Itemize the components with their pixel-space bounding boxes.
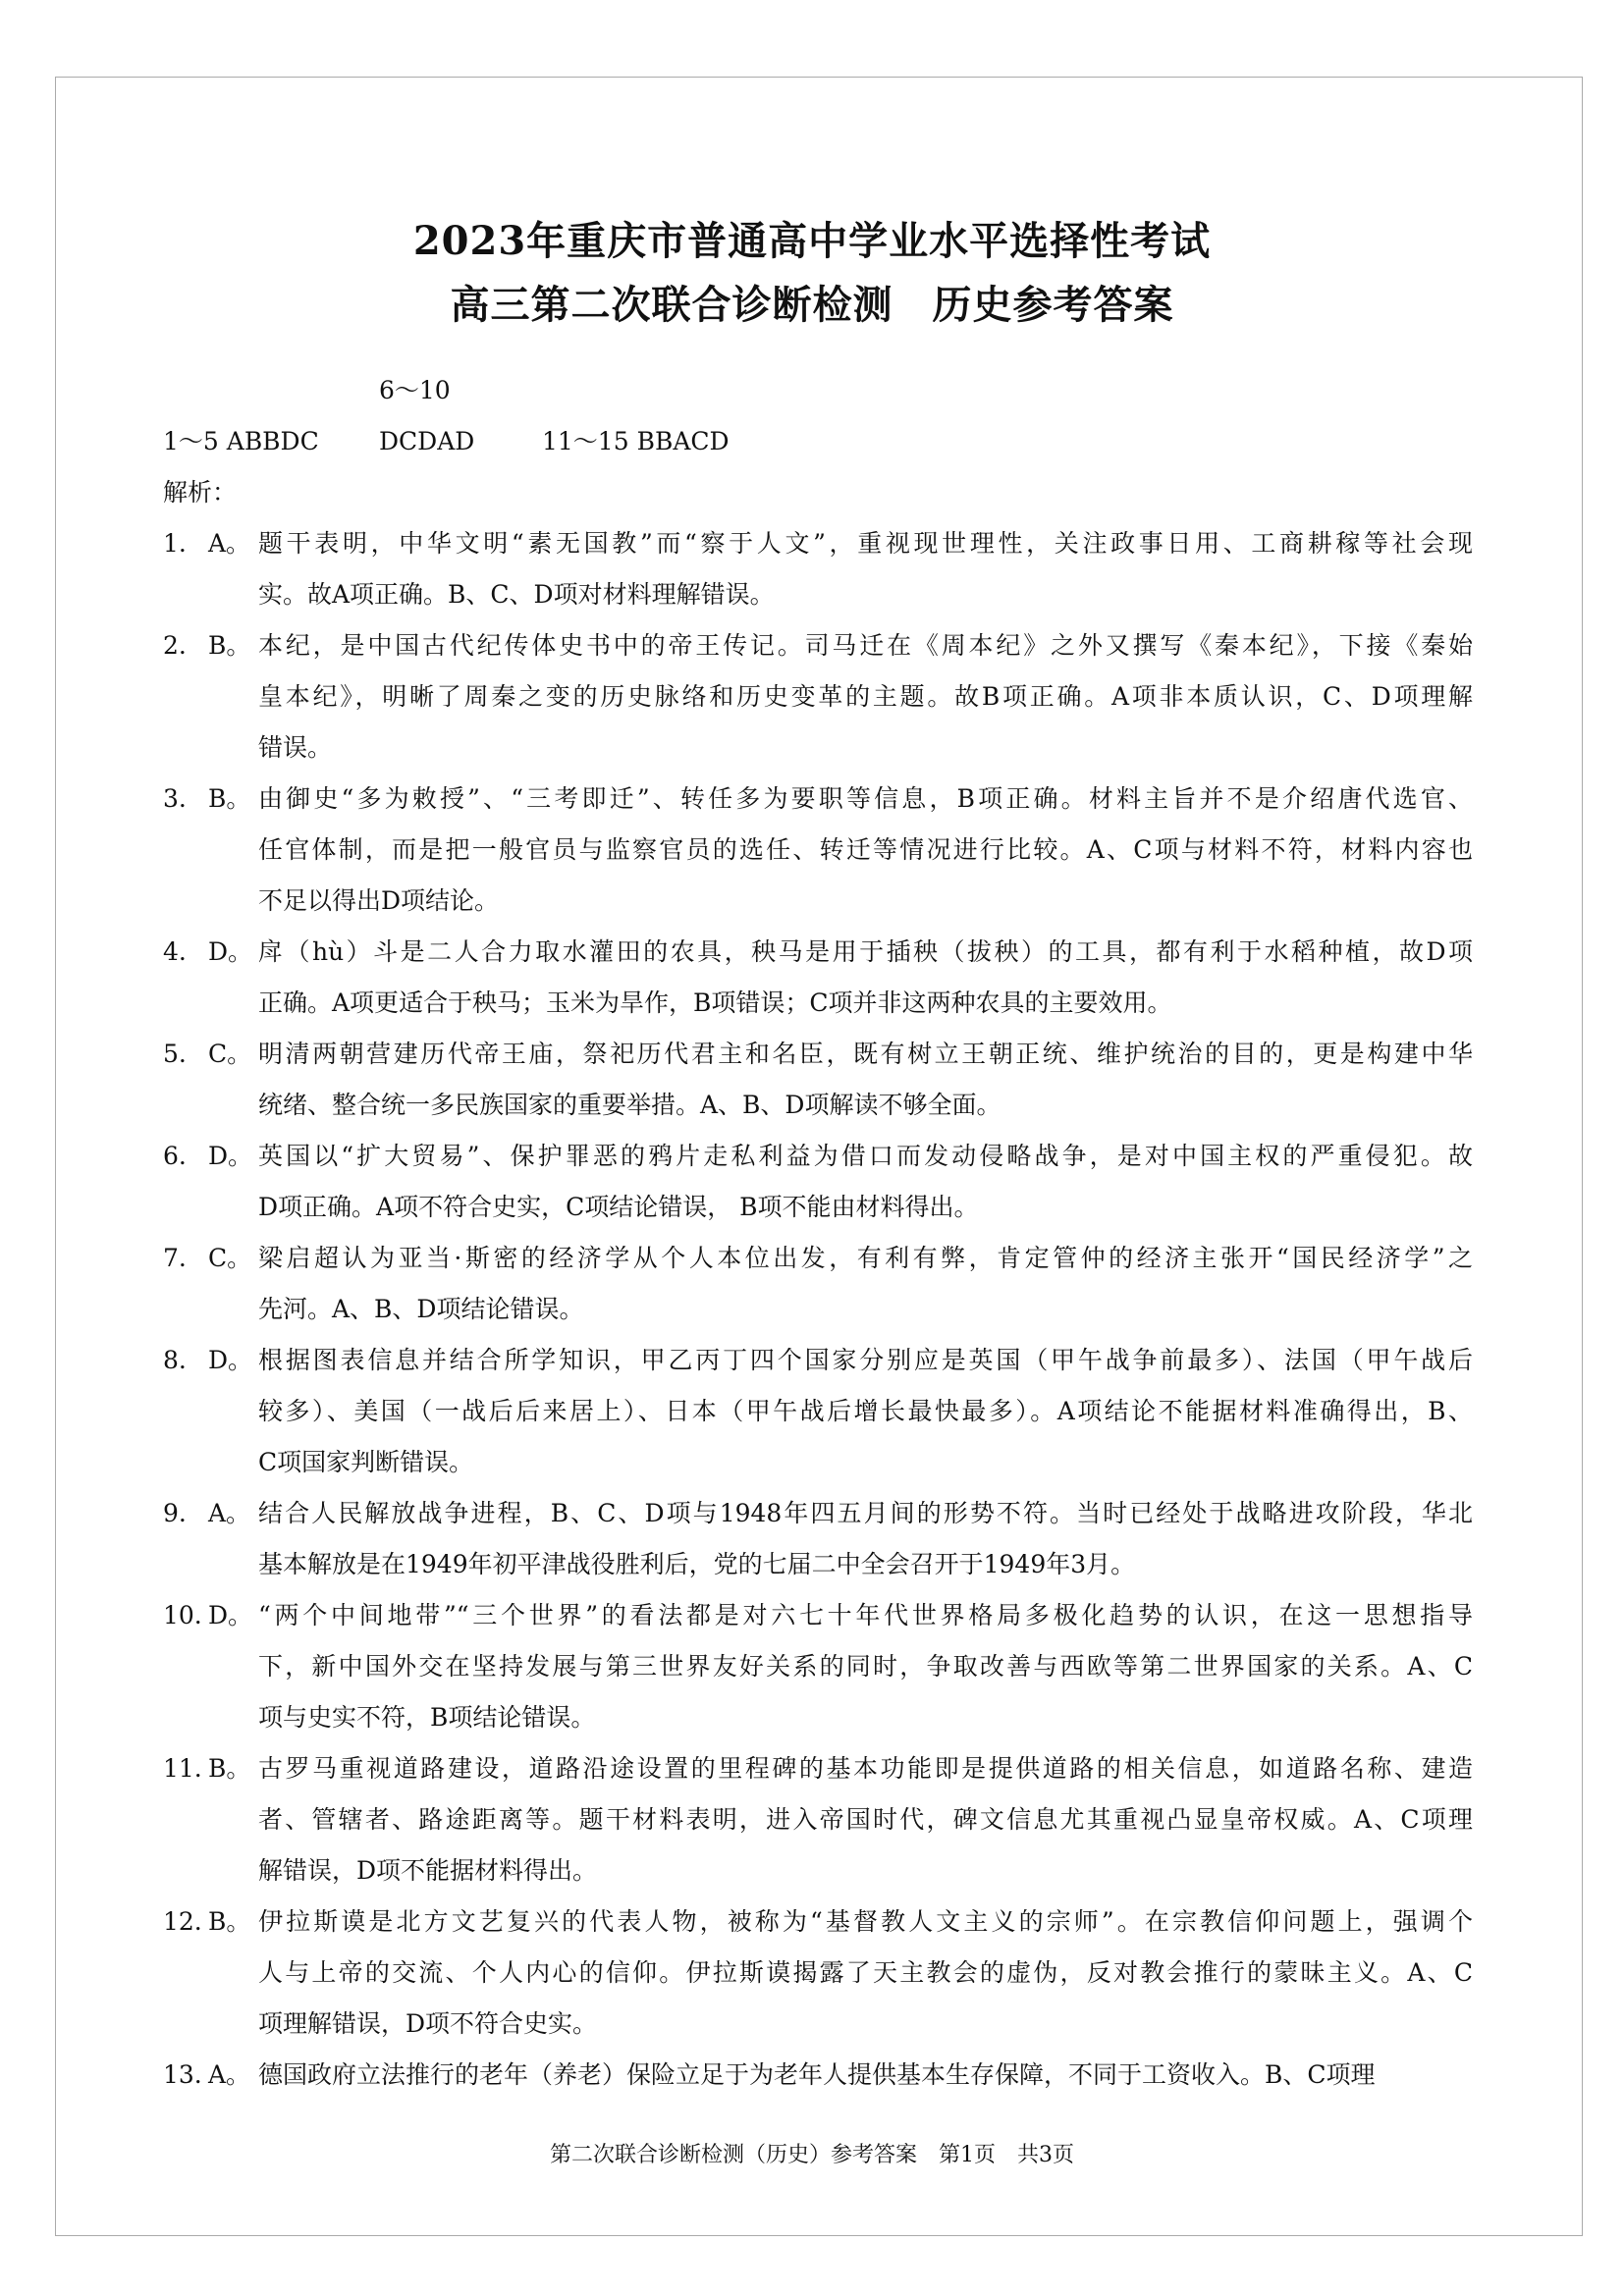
subject-answer-title: 历史参考答案 <box>932 282 1174 328</box>
analysis-item <box>163 620 1473 774</box>
item-number-answer <box>163 2050 258 2101</box>
item-number-answer <box>163 1335 258 1386</box>
analysis-item <box>163 1488 1473 1590</box>
item-number: 2. <box>163 631 187 660</box>
item-number-answer <box>163 1590 258 1641</box>
item-answer: C。 <box>208 1040 252 1068</box>
analysis-item <box>163 2050 1473 2101</box>
analysis-item <box>163 518 1473 620</box>
item-number-answer <box>163 1131 258 1182</box>
item-answer: C。 <box>208 1244 252 1272</box>
item-number: 4. <box>163 937 187 966</box>
item-number-answer <box>163 518 258 569</box>
item-text-line: 由御史“多为敕授”、“三考即迁”、转任多为要职等信息，B项正确。材料主旨并不是介绍唐代选官、 <box>258 784 1473 813</box>
item-text-line: 明清两朝营建历代帝王庙，祭祀历代君主和名臣，既有树立王朝正统、维护统治的目的，更是构建中华 <box>258 1040 1473 1068</box>
item-text-line: 人与上帝的交流、个人内心的信仰。伊拉斯谟揭露了天主教会的虚伪，反对教会推行的蒙昧主义。A、C <box>258 1958 1473 1987</box>
item-number: 9. <box>163 1499 187 1527</box>
item-text-line: 德国政府立法推行的老年（养老）保险立足于为老年人提供基本生存保障，不同于工资收入。B、C项理 <box>258 2060 1376 2089</box>
answer-body <box>163 365 1473 2101</box>
item-number: 1. <box>163 529 187 558</box>
item-number-answer <box>163 1029 258 1080</box>
exam-name: 高三第二次联合诊断检测 <box>450 282 893 328</box>
item-text-line: 项理解错误，D项不符合史实。 <box>258 2009 598 2038</box>
item-number-answer <box>163 774 258 825</box>
item-answer: B。 <box>208 1907 251 1936</box>
analysis-item <box>163 1029 1473 1131</box>
item-text-line: 先河。A、B、D项结论错误。 <box>258 1295 584 1323</box>
item-text-line: D项正确。A项不符合史实，C项结论错误， B项不能由材料得出。 <box>258 1193 979 1221</box>
item-answer: B。 <box>208 784 251 813</box>
item-text-line: 任官体制，而是把一般官员与监察官员的选任、转迁等情况进行比较。A、C项与材料不符，材料内容也 <box>258 835 1473 864</box>
item-text-line: 伊拉斯谟是北方文艺复兴的代表人物，被称为“基督教人文主义的宗师”。在宗教信仰问题上，强调个 <box>258 1907 1473 1936</box>
item-text-line: 实。故A项正确。B、C、D项对材料理解错误。 <box>258 580 775 609</box>
analysis-label: 解析： <box>163 478 238 507</box>
analysis-item <box>163 1233 1473 1335</box>
item-number: 5. <box>163 1040 187 1068</box>
analysis-item <box>163 774 1473 927</box>
item-answer: D。 <box>208 937 253 966</box>
item-answer: D。 <box>208 1601 253 1629</box>
answer-group-6-10: 6～10 DCDAD <box>379 376 475 455</box>
page-footer: 第二次联合诊断检测（历史）参考答案 第1页 共3页 <box>550 2143 1074 2167</box>
item-text-line: 者、管辖者、路途距离等。题干材料表明，进入帝国时代，碑文信息尤其重视凸显皇帝权威。A、C项理 <box>258 1805 1473 1834</box>
item-text-line: 皇本纪》，明晰了周秦之变的历史脉络和历史变革的主题。故B项正确。A项非本质认识，C、D项理解 <box>258 682 1473 711</box>
item-text-line: 本纪，是中国古代纪传体史书中的帝王传记。司马迁在《周本纪》之外又撰写《秦本纪》，下接《秦始 <box>258 631 1473 660</box>
item-text-line: 错误。 <box>258 733 333 762</box>
item-number: 12. <box>163 1907 202 1936</box>
item-number: 3. <box>163 784 187 813</box>
item-number: 7. <box>163 1244 187 1272</box>
item-number-answer <box>163 1488 258 1539</box>
item-text-line: 戽（hù）斗是二人合力取水灌田的农具，秧马是用于插秧（拔秧）的工具，都有利于水稻种植，故D项 <box>258 937 1473 966</box>
item-text-line: 解错误，D项不能据材料得出。 <box>258 1856 598 1885</box>
answer-key <box>163 365 1473 467</box>
item-number-answer <box>163 1896 258 1948</box>
document-title: 2023年重庆市普通高中学业水平选择性考试 <box>412 218 1212 264</box>
item-answer: B。 <box>208 631 251 660</box>
analysis-item <box>163 1590 1473 1743</box>
item-answer: B。 <box>208 1754 251 1783</box>
item-text-line: 英国以“扩大贸易”、保护罪恶的鸦片走私利益为借口而发动侵略战争，是对中国主权的严重侵犯。故 <box>258 1142 1473 1170</box>
item-text-line: 正确。A项更适合于秧马；玉米为旱作，B项错误；C项并非这两种农具的主要效用。 <box>258 988 1172 1017</box>
item-text-line: 梁启超认为亚当·斯密的经济学从个人本位出发，有利有弊，肯定管仲的经济主张开“国民经济学”之 <box>258 1244 1473 1272</box>
item-number: 13. <box>163 2060 202 2089</box>
item-number: 10. <box>163 1601 202 1629</box>
item-text-line: 根据图表信息并结合所学知识，甲乙丙丁四个国家分别应是英国（甲午战争前最多）、法国（甲午战后 <box>258 1346 1473 1374</box>
analysis-item <box>163 1743 1473 1896</box>
item-number: 8. <box>163 1346 187 1374</box>
answer-group-11-15: 11～15 BBACD <box>542 427 730 455</box>
item-answer: A。 <box>208 2060 251 2089</box>
analysis-item <box>163 1896 1473 2050</box>
document-subtitle <box>0 274 1624 330</box>
item-text-line: 基本解放是在1949年初平津战役胜利后，党的七届二中全会召开于1949年3月。 <box>258 1550 1136 1578</box>
analysis-item <box>163 1335 1473 1488</box>
item-text-line: 统绪、整合统一多民族国家的重要举措。A、B、D项解读不够全面。 <box>258 1091 1001 1119</box>
item-text-line: 下，新中国外交在坚持发展与第三世界友好关系的同时，争取改善与西欧等第二世界国家的关系。A、C <box>258 1652 1473 1681</box>
item-number-answer <box>163 620 258 671</box>
item-text-line: C项国家判断错误。 <box>258 1448 474 1476</box>
analysis-item <box>163 1131 1473 1233</box>
item-text-line: 结合人民解放战争进程，B、C、D项与1948年四五月间的形势不符。当时已经处于战略进攻阶段，华北 <box>258 1499 1473 1527</box>
item-answer: D。 <box>208 1142 253 1170</box>
item-text-line: 项与史实不符，B项结论错误。 <box>258 1703 596 1732</box>
item-answer: A。 <box>208 529 251 558</box>
item-number-answer <box>163 1743 258 1794</box>
item-number-answer <box>163 1233 258 1284</box>
analysis-item <box>163 927 1473 1029</box>
item-number: 11. <box>163 1754 202 1783</box>
item-number-answer <box>163 927 258 978</box>
answer-group-1-5: 1～5 ABBDC <box>163 427 319 455</box>
item-text-line: “两个中间地带”“三个世界”的看法都是对六七十年代世界格局多极化趋势的认识，在这一思想指导 <box>258 1601 1473 1629</box>
item-answer: A。 <box>208 1499 251 1527</box>
item-text-line: 古罗马重视道路建设，道路沿途设置的里程碑的基本功能即是提供道路的相关信息，如道路名称、建造 <box>258 1754 1473 1783</box>
item-number: 6. <box>163 1142 187 1170</box>
item-answer: D。 <box>208 1346 253 1374</box>
item-text-line: 较多）、美国（一战后后来居上）、日本（甲午战后增长最快最多）。A项结论不能据材料准确得出，B、 <box>258 1397 1473 1425</box>
item-text-line: 不足以得出D项结论。 <box>258 886 500 915</box>
item-text-line: 题干表明，中华文明“素无国教”而“察于人文”，重视现世理性，关注政事日用、工商耕稼等社会现 <box>258 529 1473 558</box>
analysis-list <box>163 518 1473 2101</box>
